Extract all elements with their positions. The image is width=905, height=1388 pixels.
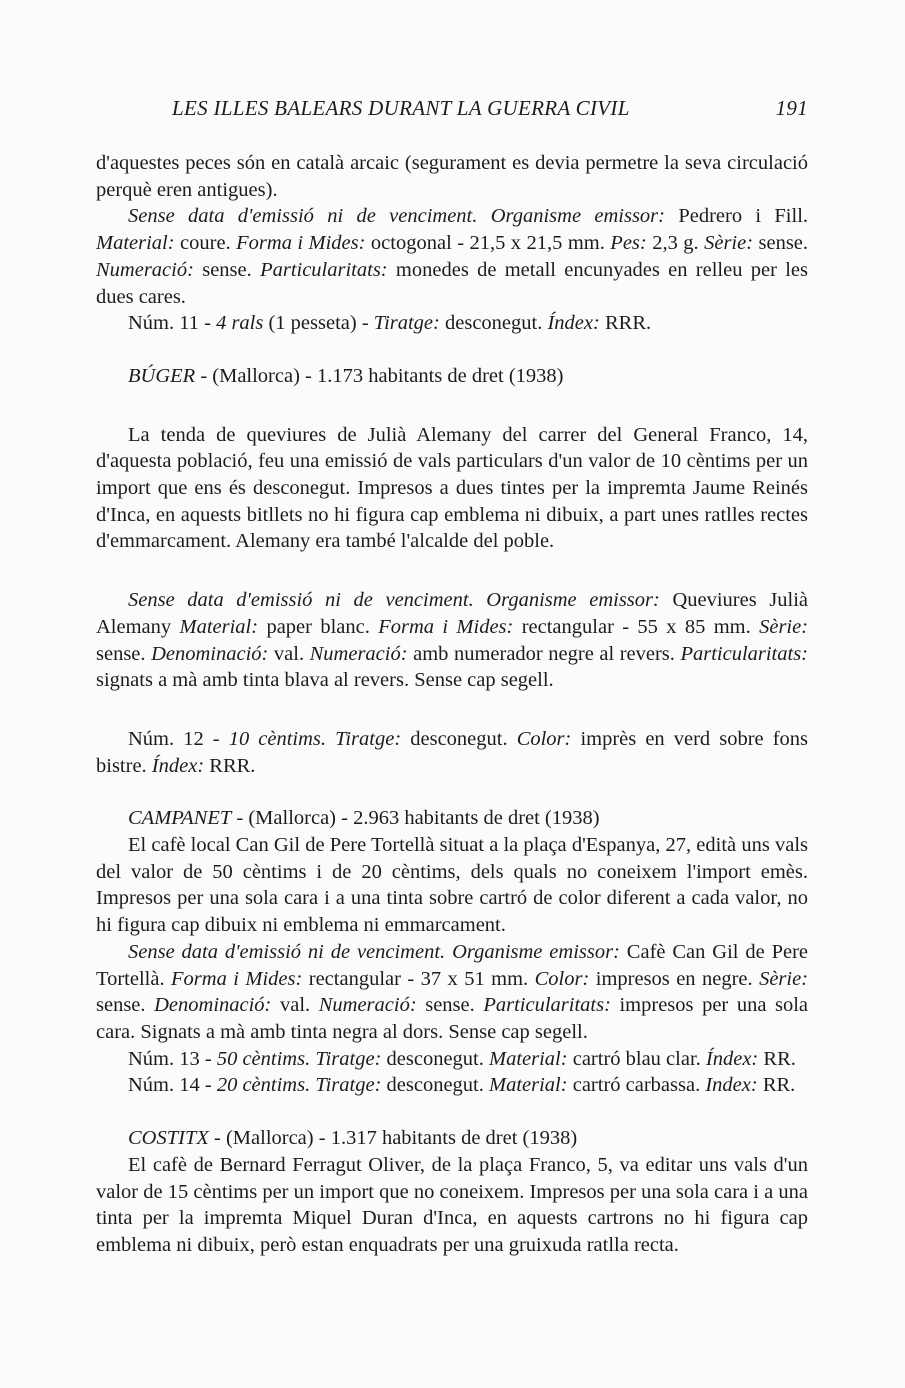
town-heading-campanet: CAMPANET - (Mallorca) - 2.963 habitants de dret (1938) [128, 807, 600, 830]
paragraph-continuation: d'aquestes peces són en català arcaic (segurament es devia permetre la seva circulació perquè eren antigues). [96, 152, 808, 201]
town-heading-buger: BÚGER - (Mallorca) - 1.173 habitants de dret (1938) [128, 364, 564, 387]
entry-details-p1: Sense data d'emissió ni de venciment. Organisme emissor: Pedrero i Fill. Material: coure. Forma i Mides: octogonal - 21,5 x 21,5 mm. Pes: 2,3 g. Sèrie: sense. Numeració: sense. Particularitats: monedes de metall encunyades en relleu per les dues cares. [96, 205, 809, 308]
running-header [172, 96, 812, 128]
entry-details-buger: Sense data d'emissió ni de venciment. Organisme emissor: Queviures Julià Alemany Material: paper blanc. Forma i Mides: rectangular - 55 x 85 mm. Sèrie: sense. Denominació: val. Numeració: amb numerador negre al revers. Particularitats: signats a mà amb tinta blava al revers. Sense cap segell. [96, 589, 809, 692]
town-description-campanet: El cafè local Can Gil de Pere Tortellà situat a la plaça d'Espanya, 27, edità uns vals del valor de 50 cèntims i de 20 cèntims, dels quals no coneixem l'import emès. Impresos per una sola cara i a una tinta sobre cartró de color diferent a cada valor, no hi figura cap dibuix ni emblema ni emmarcament. [96, 834, 808, 937]
entry-details-campanet: Sense data d'emissió ni de venciment. Organisme emissor: Cafè Can Gil de Pere Tortellà. Forma i Mides: rectangular - 37 x 51 mm. Color: impresos en negre. Sèrie: sense. Denominació: val. Numeració: sense. Particularitats: impresos per una sola cara. Signats a mà amb tinta negra al dors. Sense cap segell. [96, 940, 809, 1043]
body-text [96, 150, 808, 1259]
catalog-number-11: Núm. 11 - 4 rals (1 pesseta) - Tiratge: desconegut. Índex: RRR. [128, 312, 652, 335]
town-description-buger: La tenda de queviures de Julià Alemany del carrer del General Franco, 14, d'aquesta població, feu una emissió de vals particulars d'un valor de 10 cèntims per un import que ens és desconegut. Impresos a dues tintes per la impremta Jaume Reinés d'Inca, en aquests bitllets no hi figura cap emblema ni dibuix, a part unes ratlles rectes d'emmarcament. Alemany era també l'alcalde del poble. [96, 423, 808, 553]
running-title: LES ILLES BALEARS DURANT LA GUERRA CIVIL [172, 96, 630, 120]
catalog-number-12: Núm. 12 - 10 cèntims. Tiratge: desconegut. Color: imprès en verd sobre fons bistre. Índex: RRR. [96, 727, 809, 777]
town-description-costitx: El cafè de Bernard Ferragut Oliver, de la plaça Franco, 5, va editar uns vals d'un valor de 15 cèntims per un import que no coneixem. Impresos per una sola cara i a una tinta per la impremta Miquel Duran d'Inca, en aquests cartrons no hi figura cap emblema ni dibuix, però estan enquadrats per una gruixuda ratlla recta. [96, 1153, 808, 1256]
catalog-number-13: Núm. 13 - 50 cèntims. Tiratge: desconegut. Material: cartró blau clar. Índex: RR. [128, 1047, 796, 1070]
catalog-number-14: Núm. 14 - 20 cèntims. Tiratge: desconegut. Material: cartró carbassa. Index: RR. [128, 1074, 796, 1097]
town-heading-costitx: COSTITX - (Mallorca) - 1.317 habitants de dret (1938) [128, 1127, 578, 1150]
page-number: 191 [775, 96, 808, 120]
